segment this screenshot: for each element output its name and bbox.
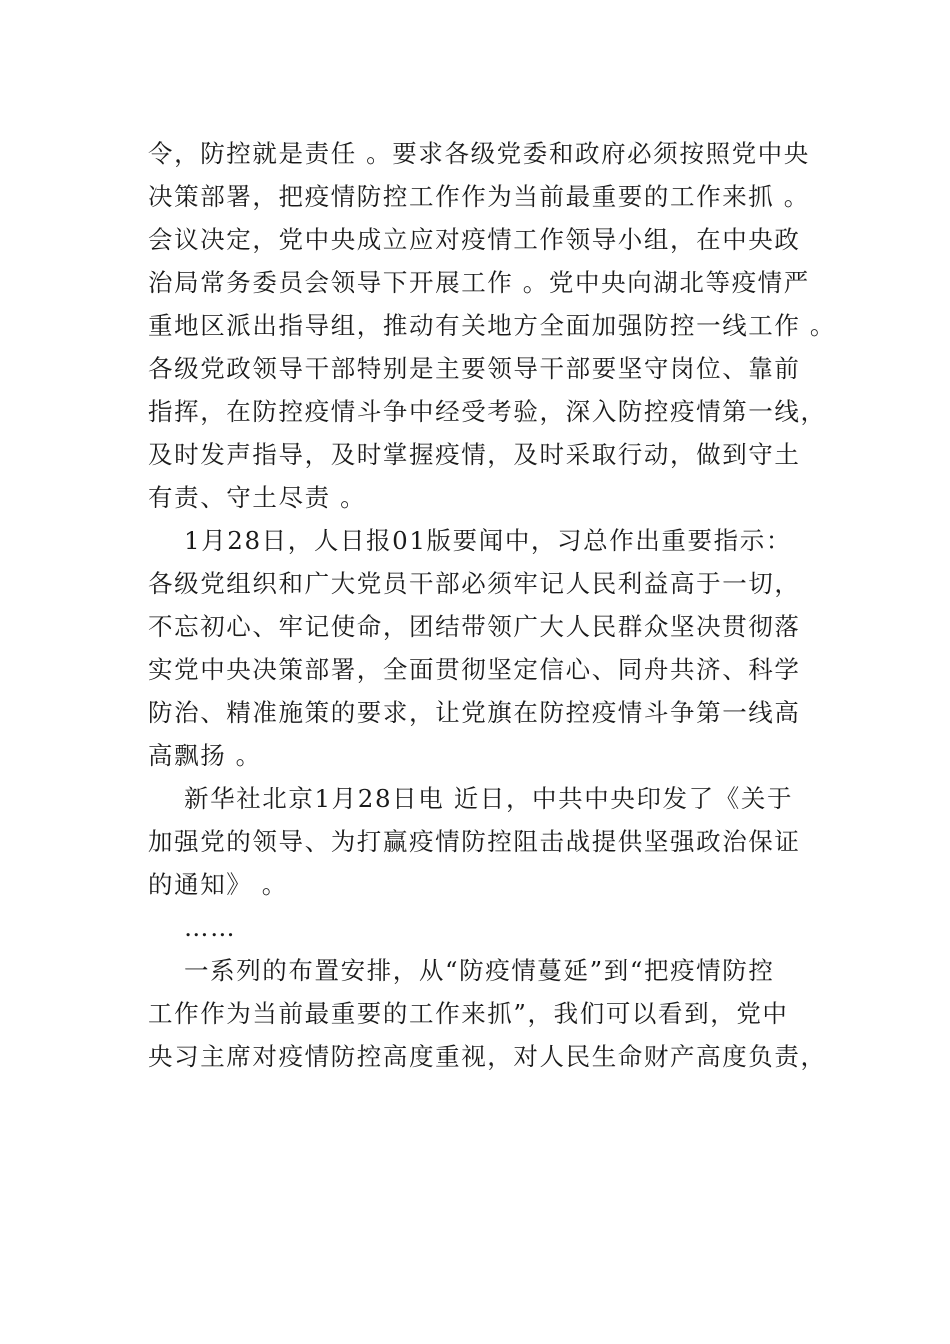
- text-line: 加强党的领导、为打赢疫情防控阻击战提供坚强政治保证: [148, 827, 801, 856]
- text-line: 工作作为当前最重要的工作来抓”，我们可以看到，党中: [148, 999, 789, 1028]
- text-line: 重地区派出指导组，推动有关地方全面加强防控一线工作 。: [148, 311, 836, 340]
- paragraph-start-line: 1月28日，人日报01版要闻中，习总作出重要指示：: [184, 526, 792, 555]
- paragraph-start-line: 新华社北京1月28日电 近日，中共中央印发了《关于: [184, 784, 794, 813]
- text-line: 央习主席对疫情防控高度重视，对人民生命财产高度负责，: [148, 1042, 827, 1071]
- text-line: 防治、精准施策的要求，让党旗在防控疫情斗争第一线高: [148, 698, 801, 727]
- text-line: 治局常务委员会领导下开展工作 。党中央向湖北等疫情严: [148, 268, 810, 297]
- text-line: 令，防控就是责任 。要求各级党委和政府必须按照党中央: [148, 139, 810, 168]
- text-line: 各级党政领导干部特别是主要领导干部要坚守岗位、靠前: [148, 354, 801, 383]
- text-line: 指挥，在防控疫情斗争中经受考验，深入防控疫情第一线，: [148, 397, 827, 426]
- text-line: 有责、守土尽责 。: [148, 483, 367, 512]
- paragraph-start-line: 一系列的布置安排，从“防疫情蔓延”到“把疫情防控: [184, 956, 775, 985]
- text-line: 不忘初心、牢记使命，团结带领广大人民群众坚决贯彻落: [148, 612, 801, 641]
- ellipsis-line: ……: [184, 913, 237, 942]
- text-line: 实党中央决策部署，全面贯彻坚定信心、同舟共济、科学: [148, 655, 801, 684]
- text-line: 各级党组织和广大党员干部必须牢记人民利益高于一切，: [148, 569, 801, 598]
- text-line: 及时发声指导，及时掌握疫情，及时采取行动，做到守土: [148, 440, 801, 469]
- text-line: 决策部署，把疫情防控工作作为当前最重要的工作来抓 。: [148, 182, 810, 211]
- text-line: 高飘扬 。: [148, 741, 262, 770]
- text-line: 的通知》 。: [148, 870, 288, 899]
- text-line: 会议决定，党中央成立应对疫情工作领导小组，在中央政: [148, 225, 801, 254]
